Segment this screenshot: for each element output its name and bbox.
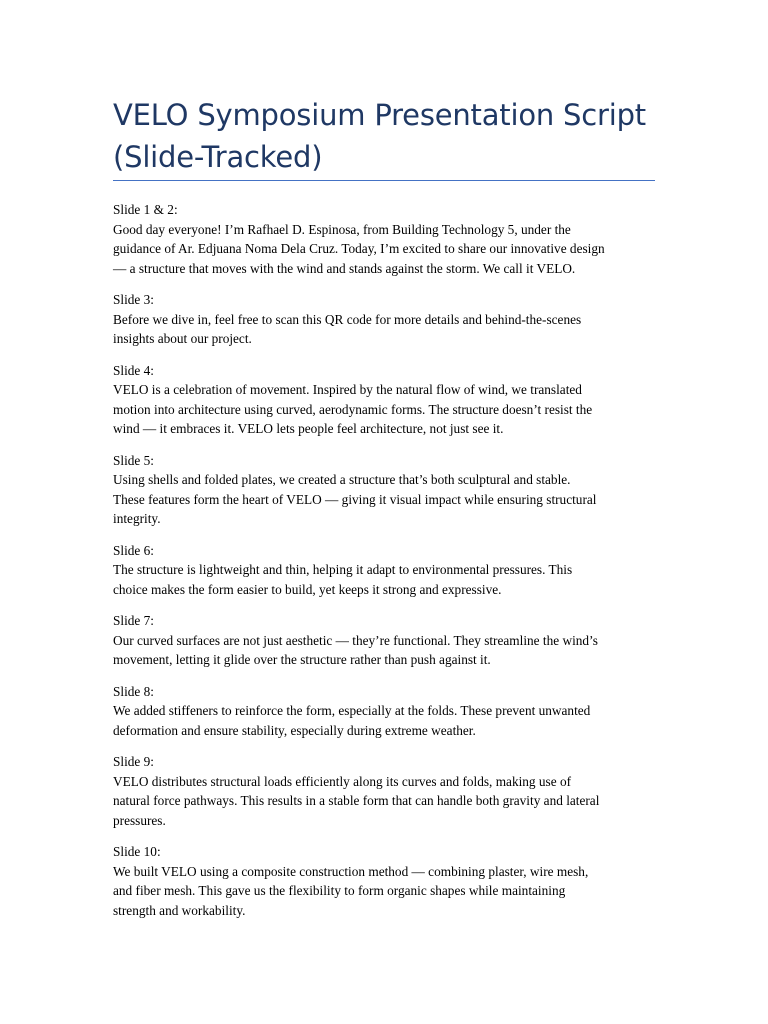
section-heading: Slide 7: <box>113 613 155 628</box>
section-slide-7 <box>113 611 658 670</box>
paragraph-line: — a structure that moves with the wind and stands against the storm. We call it VELO. <box>113 260 576 276</box>
paragraph-line: The structure is lightweight and thin, helping it adapt to environmental pressures. This <box>113 562 573 577</box>
section-heading: Slide 1 & 2: <box>113 202 178 217</box>
section-slide-3 <box>113 290 658 349</box>
paragraph-line: natural force pathways. This results in a stable form that can handle both gravity and lateral <box>113 793 600 808</box>
paragraph-line: deformation and ensure stability, especially during extreme weather. <box>113 722 476 738</box>
paragraph-line: We built VELO using a composite construction method — combining plaster, wire mesh, <box>113 863 589 879</box>
paragraph-line: integrity. <box>113 511 161 526</box>
paragraph-line: pressures. <box>113 812 166 828</box>
paragraph-line: strength and workability. <box>113 902 246 918</box>
section-slide-1-2 <box>113 200 658 278</box>
section-slide-6 <box>113 541 658 600</box>
paragraph-line: Our curved surfaces are not just aesthetic — they’re functional. They streamline the wind’s <box>113 632 598 648</box>
paragraph-line: Before we dive in, feel free to scan this QR code for more details and behind-the-scenes <box>113 311 582 327</box>
section-slide-10 <box>113 842 658 920</box>
paragraph-line: guidance of Ar. Edjuana Noma Dela Cruz. Today, I’m excited to share our innovative design <box>113 241 605 256</box>
paragraph-line: and fiber mesh. This gave us the flexibility to form organic shapes while maintaining <box>113 883 566 898</box>
paragraph-line: VELO distributes structural loads efficiently along its curves and folds, making use of <box>113 773 572 789</box>
section-heading: Slide 4: <box>113 362 155 378</box>
section-heading: Slide 5: <box>113 452 155 468</box>
paragraph-line: movement, letting it glide over the structure rather than push against it. <box>113 652 491 667</box>
title-line-1: VELO Symposium Presentation Script <box>113 98 646 132</box>
paragraph-line: choice makes the form easier to build, yet keeps it strong and expressive. <box>113 581 502 597</box>
paragraph-line: insights about our project. <box>113 331 252 346</box>
document-body <box>113 200 658 932</box>
section-slide-9 <box>113 752 658 830</box>
section-heading: Slide 6: <box>113 542 155 558</box>
section-heading: Slide 10: <box>113 844 161 859</box>
paragraph-line: These features form the heart of VELO — giving it visual impact while ensuring structural <box>113 491 597 507</box>
title-divider <box>113 180 655 181</box>
paragraph-line: Good day everyone! I’m Rafhael D. Espinosa, from Building Technology 5, under the <box>113 221 571 237</box>
paragraph-line: Using shells and folded plates, we created a structure that’s both sculptural and stable. <box>113 472 571 487</box>
section-heading: Slide 8: <box>113 683 155 699</box>
paragraph-line: VELO is a celebration of movement. Inspired by the natural flow of wind, we translated <box>113 382 582 397</box>
section-slide-4 <box>113 361 658 439</box>
section-slide-8 <box>113 682 658 741</box>
section-slide-5 <box>113 451 658 529</box>
paragraph-line: motion into architecture using curved, aerodynamic forms. The structure doesn’t resist the <box>113 401 593 417</box>
title-line-2: (Slide-Tracked) <box>113 140 323 174</box>
section-heading: Slide 3: <box>113 292 155 307</box>
paragraph-line: We added stiffeners to reinforce the form, especially at the folds. These prevent unwanted <box>113 703 591 718</box>
page-title <box>113 94 658 178</box>
section-heading: Slide 9: <box>113 754 155 769</box>
paragraph-line: wind — it embraces it. VELO lets people feel architecture, not just see it. <box>113 421 504 436</box>
